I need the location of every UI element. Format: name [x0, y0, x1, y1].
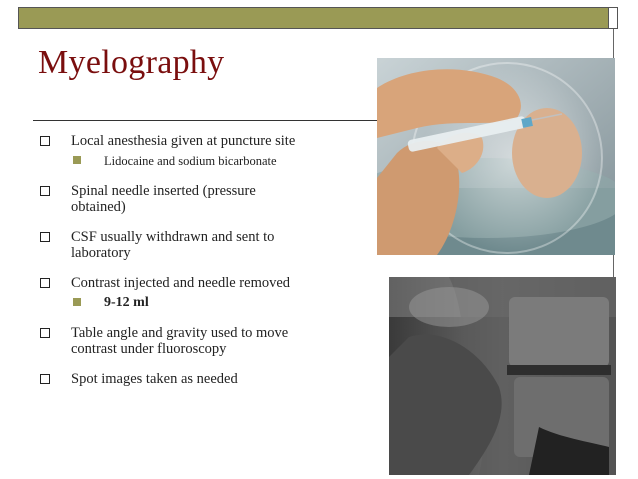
sub-bullet-text: Lidocaine and sodium bicarbonate: [104, 154, 277, 168]
slide-title: Myelography: [38, 44, 225, 81]
header-bar: [18, 7, 609, 29]
hollow-square-bullet-icon: [40, 374, 50, 384]
bullet-item: [38, 229, 310, 261]
bullet-item: [38, 325, 310, 357]
filled-square-bullet-icon: [73, 156, 81, 164]
bullet-text: Local anesthesia given at puncture site: [71, 133, 296, 149]
bullet-item: [38, 133, 310, 169]
bullet-list: [38, 133, 310, 401]
bullet-text: Table angle and gravity used to move contrast under fluoroscopy: [71, 325, 289, 357]
bullet-item: [38, 275, 310, 311]
fluoroscopy-spine-image: [389, 277, 616, 475]
hollow-square-bullet-icon: [40, 136, 50, 146]
header-bar-end: [609, 7, 618, 29]
bullet-text: Spot images taken as needed: [71, 371, 238, 387]
bullet-text: Contrast injected and needle removed: [71, 275, 291, 291]
bullet-text: CSF usually withdrawn and sent to laboratory: [71, 229, 275, 261]
title-underline: [33, 120, 388, 121]
sub-bullet-text: 9-12 ml: [104, 295, 149, 310]
hollow-square-bullet-icon: [40, 278, 50, 288]
bullet-text: Spinal needle inserted (pressure obtained): [71, 183, 256, 215]
filled-square-bullet-icon: [73, 298, 81, 306]
syringe-injection-photo: [377, 58, 615, 255]
hollow-square-bullet-icon: [40, 232, 50, 242]
bullet-item: [38, 371, 310, 387]
sub-bullet-item: [73, 153, 310, 169]
hollow-square-bullet-icon: [40, 186, 50, 196]
hollow-square-bullet-icon: [40, 328, 50, 338]
sub-bullet-item: [73, 295, 310, 311]
bullet-item: [38, 183, 310, 215]
